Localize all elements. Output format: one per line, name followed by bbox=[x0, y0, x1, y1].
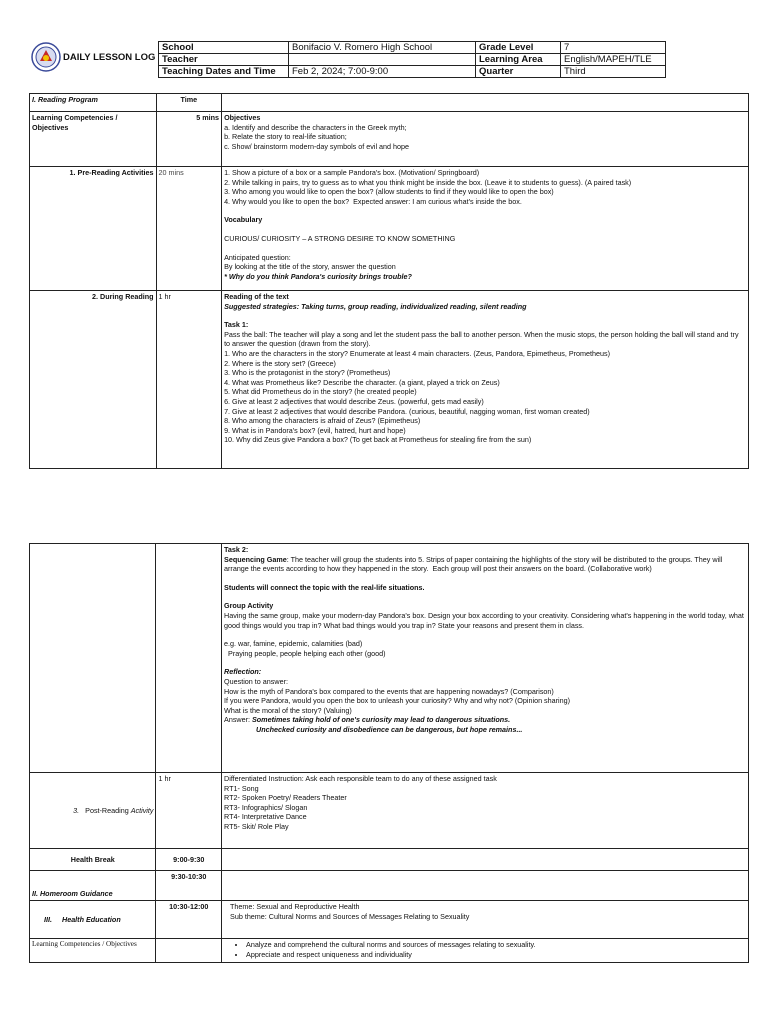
anticipated-question: Anticipated question: bbox=[224, 252, 291, 262]
post-reading-time: 1 hr bbox=[156, 773, 222, 849]
dates-value: Feb 2, 2024; 7:00-9:00 bbox=[289, 66, 476, 78]
lc-item: • Appreciate and respect uniqueness and individuality bbox=[246, 950, 746, 960]
grade-label: Grade Level bbox=[476, 42, 561, 54]
task1-title: Task 1: bbox=[224, 320, 249, 330]
school-label: School bbox=[159, 42, 289, 54]
health-education-num: III. bbox=[44, 914, 52, 924]
di-item: Differentiated Instruction: Ask each responsible team to do any of these assigned task bbox=[224, 774, 497, 783]
homeroom-time: 9:30-10:30 bbox=[156, 871, 222, 901]
task1-item: 1. Who are the characters in the story? Enumerate at least 4 main characters. (Zeus, Pandora, Epimetheus, Prometheus) bbox=[224, 348, 610, 358]
health-break-label: Health Break bbox=[30, 849, 156, 871]
school-value: Bonifacio V. Romero High School bbox=[289, 42, 476, 54]
reflection-item: What is the moral of the story? (Valuing) bbox=[224, 705, 352, 715]
task1-item: 2. Where is the story set? (Greece) bbox=[224, 358, 336, 368]
header-table bbox=[158, 41, 666, 78]
quarter-label: Quarter bbox=[476, 66, 561, 78]
theme-text: Theme: Sexual and Reproductive Health bbox=[230, 902, 360, 911]
lesson-table-page2 bbox=[29, 543, 749, 963]
time-header: Time bbox=[156, 94, 222, 112]
subtheme-text: Sub theme: Cultural Norms and Sources of Messages Relating to Sexuality bbox=[230, 911, 470, 921]
quarter-value: Third bbox=[561, 66, 666, 78]
pre-item: 2. While talking in pairs, try to guess as to what you think might be inside the box. (Leave it to students to guess). (A paired task) bbox=[224, 177, 632, 187]
group-activity-text: Having the same group, make your modern-day Pandora's box. Design your box according to your creativity. Considering what's happening in the world today, what good things would you trap in? What bad things would you trap in? State your reasons and present them in class. bbox=[224, 610, 746, 630]
lesson-table-page1 bbox=[29, 93, 749, 469]
reading-text-title: Reading of the text bbox=[224, 292, 289, 301]
grade-value: 7 bbox=[561, 42, 666, 54]
task1-item: 9. What is in Pandora's box? (evil, hatred, hurt and hope) bbox=[224, 425, 406, 435]
answer-line-1: Sometimes taking hold of one's curiosity may lead to dangerous situations. bbox=[252, 715, 511, 725]
pre-reading-time: 20 mins bbox=[156, 167, 222, 291]
area-value: English/MAPEH/TLE bbox=[561, 54, 666, 66]
strategies-text: Suggested strategies: Taking turns, group reading, individualized reading, silent reading bbox=[224, 301, 527, 311]
homeroom-label: II. Homeroom Guidance bbox=[30, 871, 156, 901]
task1-item: 8. Who among the characters is afraid of Zeus? (Epimetheus) bbox=[224, 416, 421, 426]
objective-item: b. Relate the story to real-life situation; bbox=[224, 132, 347, 142]
task1-item: 7. Give at least 2 adjectives that would describe Pandora. (curious, beautiful, nagging woman, first woman created) bbox=[224, 406, 590, 416]
task1-item: 4. What was Prometheus like? Describe the character. (a giant, played a trick on Zeus) bbox=[224, 377, 500, 387]
di-item: RT1- Song bbox=[224, 783, 259, 793]
post-reading-activity: Activity bbox=[130, 805, 154, 815]
reflection-item: If you were Pandora, would you open the box to unleash your curiosity? Why and why not? (Opinion sharing) bbox=[224, 696, 571, 706]
teacher-label: Teacher bbox=[159, 54, 289, 66]
deped-seal-logo bbox=[31, 42, 61, 72]
di-item: RT4- Interpretative Dance bbox=[224, 812, 307, 822]
task1-item: 3. Who is the protagonist in the story? (Prometheus) bbox=[224, 368, 391, 378]
pre-item: 1. Show a picture of a box or a sample Pandora's box. (Motivation/ Springboard) bbox=[224, 168, 480, 177]
pre-reading-label: 1. Pre-Reading Activities bbox=[30, 167, 157, 291]
example-good: Praying people, people helping each other (good) bbox=[224, 648, 386, 658]
post-reading-num: 3. bbox=[73, 805, 80, 815]
lc-item: • Analyze and comprehend the cultural norms and sources of messages relating to sexuality. bbox=[246, 940, 746, 950]
health-break-time: 9:00-9:30 bbox=[156, 849, 222, 871]
di-item: RT3- Infographics/ Slogan bbox=[224, 802, 308, 812]
objective-item: a. Identify and describe the characters in the Greek myth; bbox=[224, 122, 407, 132]
connect-text: Students will connect the topic with the real-life situations. bbox=[224, 582, 425, 592]
lc-time: 5 mins bbox=[156, 112, 222, 167]
objective-item: c. Show/ brainstorm modern-day symbols of evil and hope bbox=[224, 141, 410, 151]
task1-description: Pass the ball: The teacher will play a song and let the student pass the ball to another person. When the music stops, the person holding the ball will stand and try to answer the question (drawn from the story). bbox=[224, 329, 741, 349]
pandora-question: * Why do you think Pandora's curiosity brings trouble? bbox=[224, 271, 412, 281]
during-reading-time: 1 hr bbox=[156, 291, 222, 469]
objectives-title: Objectives bbox=[224, 113, 261, 122]
sequencing-game-text: : The teacher will group the students into 5. Strips of paper containing the highlights of the story will be distributed to the groups. They will arrange the events according to how they happened in the story. Each group will post their answers on the board. (Collaborative work) bbox=[224, 554, 725, 574]
sequencing-game-label: Sequencing Game bbox=[224, 554, 287, 564]
answer-line-2: Unchecked curiosity and disobedience can be dangerous, but hope remains... bbox=[256, 724, 523, 734]
post-reading-label: Post-Reading bbox=[85, 805, 129, 815]
question-label: Question to answer: bbox=[224, 676, 288, 686]
reading-program-label: I. Reading Program bbox=[30, 94, 157, 112]
health-education-label: Health Education bbox=[62, 914, 121, 924]
pre-item: 3. Who among you would like to open the box? (allow students to find if they would like to open the box) bbox=[224, 187, 554, 197]
dates-label: Teaching Dates and Time bbox=[159, 66, 289, 78]
task1-item: 6. Give at least 2 adjectives that would describe Zeus. (powerful, gets mad easily) bbox=[224, 396, 484, 406]
example-bad: e.g. war, famine, epidemic, calamities (bad) bbox=[224, 639, 363, 649]
pre-item: 4. Why would you like to open the box? Expected answer: I am curious what's inside the box. bbox=[224, 196, 522, 206]
vocabulary-title: Vocabulary bbox=[224, 215, 263, 225]
area-label: Learning Area bbox=[476, 54, 561, 66]
by-looking-text: By looking at the title of the story, answer the question bbox=[224, 262, 396, 272]
task1-item: 10. Why did Zeus give Pandora a box? (To get back at Prometheus for stealing fire from the sun) bbox=[224, 435, 532, 445]
reflection-title: Reflection: bbox=[224, 667, 262, 677]
di-item: RT2- Spoken Poetry/ Readers Theater bbox=[224, 793, 347, 803]
lc-label-2: Learning Competencies / Objectives bbox=[30, 939, 156, 963]
di-item: RT5- Skit/ Role Play bbox=[224, 821, 289, 831]
during-reading-label: 2. During Reading bbox=[30, 291, 157, 469]
task1-item: 5. What did Prometheus do in the story? (he created people) bbox=[224, 387, 417, 397]
health-education-time: 10:30-12:00 bbox=[156, 901, 222, 939]
vocabulary-definition: CURIOUS/ CURIOSITY – A STRONG DESIRE TO KNOW SOMETHING bbox=[224, 233, 456, 243]
lc-label: Learning Competencies / Objectives bbox=[30, 112, 157, 167]
task2-title: Task 2: bbox=[224, 545, 249, 554]
reflection-item: How is the myth of Pandora's box compared to the events that are happening nowadays? (Comparison) bbox=[224, 686, 554, 696]
answer-label: Answer: bbox=[224, 715, 252, 725]
group-activity-title: Group Activity bbox=[224, 601, 274, 611]
teacher-value bbox=[289, 54, 476, 66]
dll-title: DAILY LESSON LOG bbox=[63, 52, 156, 63]
